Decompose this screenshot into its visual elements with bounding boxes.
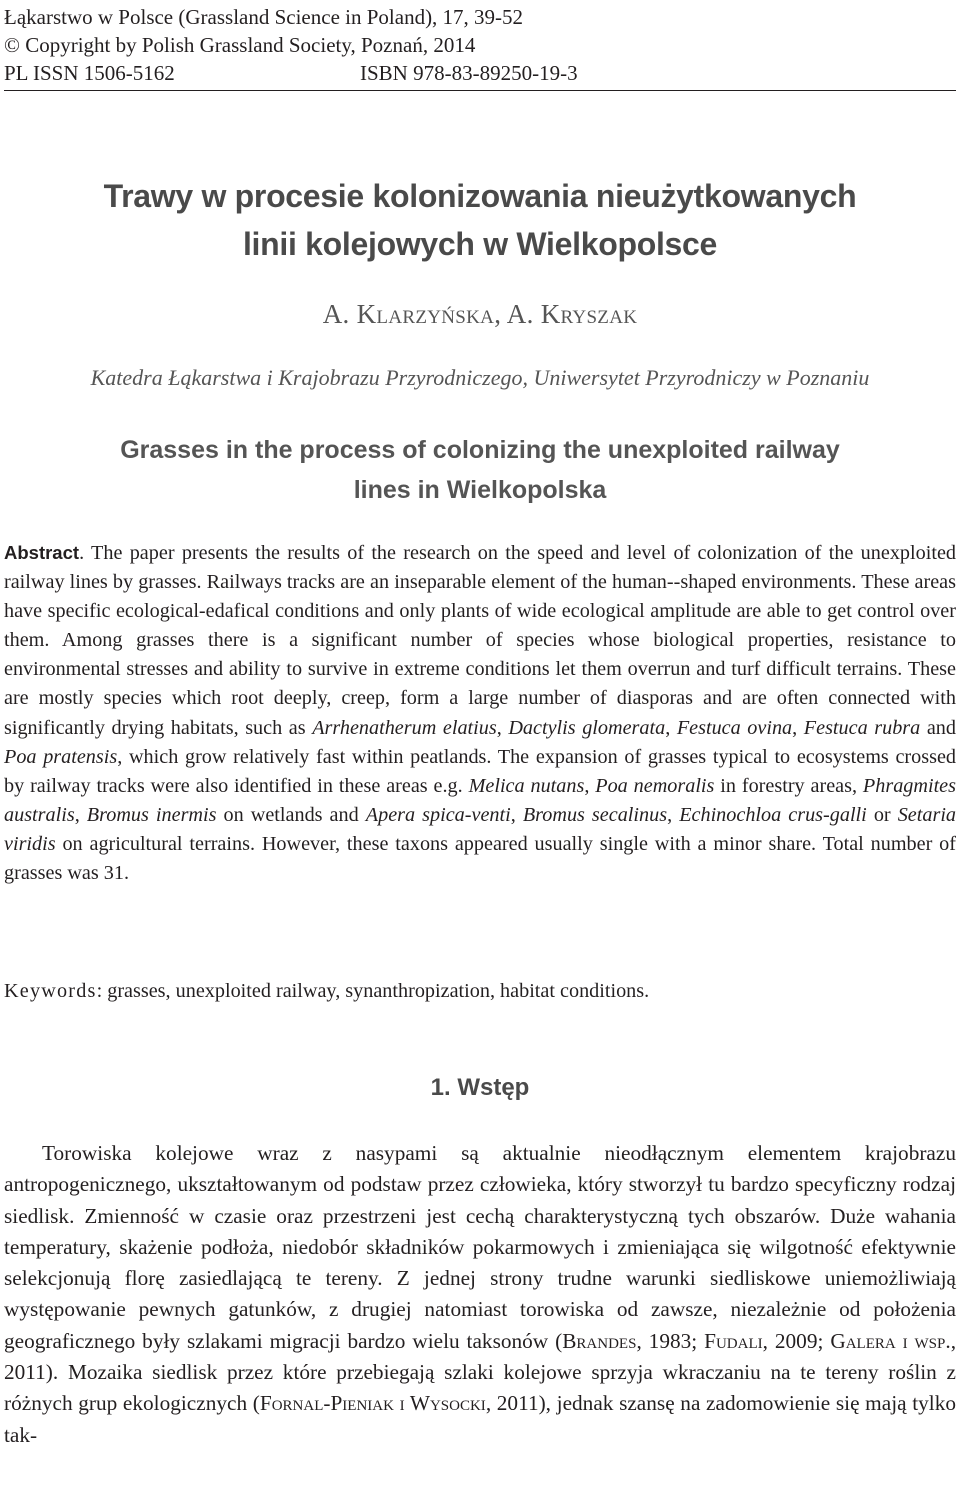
species-name: Bromus secalinus (522, 803, 668, 826)
separator: , (510, 803, 523, 826)
abstract-text: in forestry areas, (714, 774, 863, 797)
abstract-label: Abstract (4, 542, 80, 563)
species-name: Bromus inermis (86, 803, 217, 826)
separator: , (667, 803, 680, 826)
intro-text: , 1983; (636, 1328, 705, 1353)
species-name: Poa nemoralis (595, 774, 715, 797)
keywords-text: : grasses, unexploited railway, synanthropization, habitat conditions. (96, 980, 650, 1002)
citation-author: Brandes (562, 1328, 637, 1353)
separator: , (665, 716, 677, 739)
species-name: Melica nutans (468, 774, 585, 797)
separator: , (792, 716, 804, 739)
journal-header (4, 3, 956, 87)
abstract (4, 538, 956, 888)
journal-citation: Łąkarstwo w Polsce (Grassland Science in Poland), 17, 39-52 (4, 5, 524, 29)
species-name: Festuca rubra (803, 716, 921, 739)
isbn: ISBN 978-83-89250-19-3 (360, 61, 578, 85)
section-heading: 1. Wstęp (430, 1074, 530, 1101)
separator: , (74, 803, 87, 826)
species-name: Arrhenatherum elatius (312, 716, 497, 739)
copyright-line: © Copyright by Polish Grassland Society, Poznań, 2014 (4, 33, 476, 57)
header-divider (4, 90, 956, 91)
en-title-line-2: lines in Wielkopolska (353, 476, 607, 504)
title-line-2: linii kolejowych w Wielkopolsce (242, 226, 718, 262)
citation-author: Fornal-Pieniak i Wysocki (259, 1391, 486, 1416)
abstract-text: . The paper presents the results of the research on the speed and level of colonization of the unexploited railway lines by grasses. Railways tracks are an inseparable element of the human--shaped environments. These areas have specific ecological-edafical conditions and only plants of wide ecological amplitude are able to get control over them. Among grasses there is a significant number of species whose biological properties, resistance to environmental stresses and ability to survive in extreme conditions let them overrun and turf difficult terrains. These are mostly species which root deeply, creep, form a large number of diasporas and are often connected with significantly drying habitats, such as (4, 542, 956, 739)
abstract-text: or (866, 803, 898, 826)
article-title-english (0, 430, 960, 510)
abstract-text: , which grow relatively fast within peatlands. The expansion of grasses typical to ecosystems crossed by railway tracks were also identified in these areas e.g. (4, 745, 956, 797)
species-name: Phragmites australis (4, 774, 956, 826)
citation-author: Fudali (704, 1328, 763, 1353)
keywords-label: Keywords (4, 980, 97, 1002)
identifiers-row (4, 59, 956, 87)
intro-text: Torowiska kolejowe wraz z nasypami są aktualnie nieodłącznym elementem krajobrazu antropogenicznego, ukształtowanym od podstaw przez człowieka, który stworzył tu bardzo specyficzny rodzaj siedlisk. Zmienność w czasie oraz przestrzeni jest cechą charakterystyczną tych obszarów. Duże wahania temperatury, skażenie podłoża, niedobór składników pokarmowych i zmieniająca się wilgotność efektywnie selekcjonują florę zasiedlającą te tereny. Z jednej strony trudne warunki siedliskowe uniemożliwiają występowanie pewnych gatunków, z drugiej natomiast torowiska od zawsze, niezależnie od położenia geograficznego były szlakami migracji bardzo wielu taksonów ( (4, 1141, 956, 1353)
species-name: Poa pratensis (4, 745, 118, 768)
separator: , (584, 774, 596, 797)
species-name: Echinochloa crus-galli (679, 803, 867, 826)
affiliation: Katedra Łąkarstwa i Krajobrazu Przyrodniczego, Uniwersytet Przyrodniczy w Poznaniu (90, 365, 870, 390)
species-name: Dactylis glomerata (508, 716, 666, 739)
species-name: Setaria viridis (4, 803, 957, 855)
species-name: Festuca ovina (676, 716, 793, 739)
abstract-text: on wetlands and (216, 803, 366, 826)
en-title-line-1: Grasses in the process of colonizing the unexploited railway (120, 436, 840, 464)
separator: , (496, 716, 509, 739)
keywords (4, 977, 956, 1006)
intro-text: , 2011), jednak szansę na zadomowienie się mają tylko tak- (4, 1391, 956, 1447)
issn: PL ISSN 1506-5162 (4, 61, 175, 85)
species-name: Apera spica-venti (365, 803, 511, 826)
abstract-text: on agricultural terrains. However, these taxons appeared usually single with a minor share. Total number of grasses was 31. (4, 832, 956, 885)
intro-text: , 2011). Mozaika siedlisk przez które przebiegają szlaki kolejowe sprzyja wkraczaniu na te tereny roślin z różnych grup ekologicznych ( (4, 1328, 957, 1416)
separator: and (920, 716, 956, 739)
article-title-polish (0, 172, 960, 268)
citation-author: Galera i wsp. (830, 1328, 951, 1353)
intro-text: , 2009; (762, 1328, 831, 1353)
title-line-1: Trawy w procesie kolonizowania nieużytkowanych (103, 178, 857, 214)
intro-paragraph (4, 1138, 956, 1451)
authors: A. Klarzyńska, A. Kryszak (322, 299, 638, 329)
